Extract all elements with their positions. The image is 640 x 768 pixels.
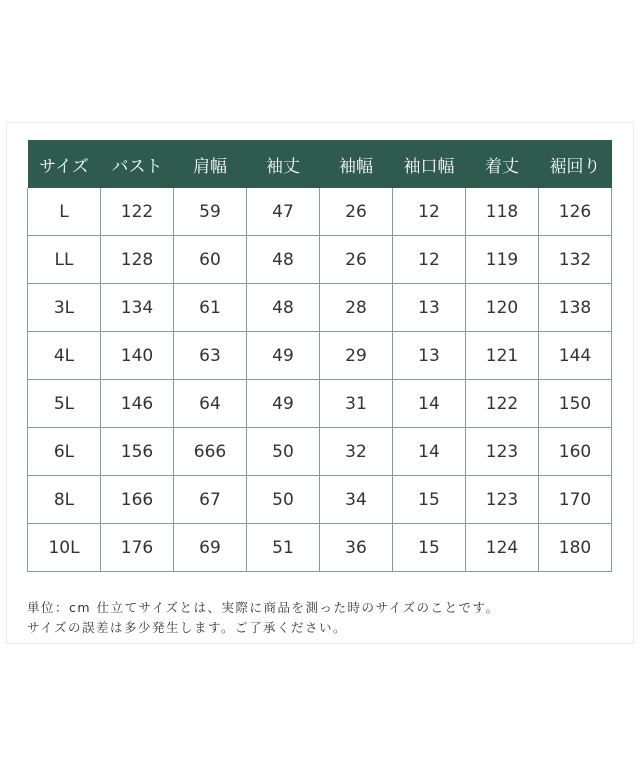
cell-sleeve-width: 31 (320, 380, 393, 428)
cell-size: 8L (28, 476, 101, 524)
cell-sleeve-length: 49 (247, 380, 320, 428)
cell-hem-circumference: 144 (539, 332, 612, 380)
cell-size: 5L (28, 380, 101, 428)
table-row (28, 476, 612, 524)
cell-shoulder-width: 666 (174, 428, 247, 476)
table-row (28, 332, 612, 380)
cell-sleeve-length: 47 (247, 188, 320, 236)
header-sleeve-width: 袖幅 (320, 140, 393, 188)
notes (27, 598, 500, 638)
table-row (28, 284, 612, 332)
cell-size: L (28, 188, 101, 236)
cell-cuff-width: 12 (393, 188, 466, 236)
header-garment-length: 着丈 (466, 140, 539, 188)
cell-sleeve-width: 26 (320, 188, 393, 236)
header-row (28, 140, 612, 188)
cell-garment-length: 122 (466, 380, 539, 428)
cell-bust: 140 (101, 332, 174, 380)
table-row (28, 428, 612, 476)
cell-size: 10L (28, 524, 101, 572)
cell-cuff-width: 12 (393, 236, 466, 284)
cell-shoulder-width: 60 (174, 236, 247, 284)
cell-cuff-width: 13 (393, 284, 466, 332)
cell-bust: 166 (101, 476, 174, 524)
note-tolerance-line: サイズの誤差は多少発生します。ご了承ください。 (27, 620, 348, 635)
cell-sleeve-width: 26 (320, 236, 393, 284)
cell-cuff-width: 13 (393, 332, 466, 380)
table-row (28, 380, 612, 428)
cell-sleeve-width: 32 (320, 428, 393, 476)
header-cuff-width: 袖口幅 (393, 140, 466, 188)
cell-garment-length: 124 (466, 524, 539, 572)
header-size: サイズ (28, 140, 101, 188)
note-unit-line: 単位：cm 仕立てサイズとは、実際に商品を測った時のサイズのことです。 (27, 600, 500, 615)
cell-hem-circumference: 132 (539, 236, 612, 284)
header-hem-circumference: 裾回り (539, 140, 612, 188)
header-shoulder-width: 肩幅 (174, 140, 247, 188)
cell-size: 3L (28, 284, 101, 332)
cell-garment-length: 121 (466, 332, 539, 380)
cell-cuff-width: 15 (393, 524, 466, 572)
cell-bust: 122 (101, 188, 174, 236)
cell-shoulder-width: 61 (174, 284, 247, 332)
table-row (28, 236, 612, 284)
cell-sleeve-length: 48 (247, 236, 320, 284)
cell-garment-length: 118 (466, 188, 539, 236)
cell-sleeve-length: 50 (247, 428, 320, 476)
cell-shoulder-width: 63 (174, 332, 247, 380)
header-sleeve-length: 袖丈 (247, 140, 320, 188)
cell-garment-length: 123 (466, 476, 539, 524)
table-header (28, 140, 612, 188)
cell-size: LL (28, 236, 101, 284)
cell-bust: 176 (101, 524, 174, 572)
cell-size: 6L (28, 428, 101, 476)
cell-shoulder-width: 64 (174, 380, 247, 428)
table-row (28, 188, 612, 236)
cell-garment-length: 120 (466, 284, 539, 332)
cell-sleeve-length: 50 (247, 476, 320, 524)
cell-sleeve-width: 29 (320, 332, 393, 380)
cell-garment-length: 123 (466, 428, 539, 476)
cell-hem-circumference: 150 (539, 380, 612, 428)
cell-hem-circumference: 160 (539, 428, 612, 476)
cell-hem-circumference: 170 (539, 476, 612, 524)
cell-cuff-width: 14 (393, 428, 466, 476)
cell-hem-circumference: 138 (539, 284, 612, 332)
cell-shoulder-width: 69 (174, 524, 247, 572)
cell-sleeve-width: 28 (320, 284, 393, 332)
cell-sleeve-length: 48 (247, 284, 320, 332)
cell-bust: 128 (101, 236, 174, 284)
table-body (28, 188, 612, 572)
cell-garment-length: 119 (466, 236, 539, 284)
cell-sleeve-width: 34 (320, 476, 393, 524)
table-row (28, 524, 612, 572)
cell-bust: 156 (101, 428, 174, 476)
cell-hem-circumference: 126 (539, 188, 612, 236)
cell-size: 4L (28, 332, 101, 380)
cell-bust: 134 (101, 284, 174, 332)
cell-cuff-width: 14 (393, 380, 466, 428)
cell-sleeve-width: 36 (320, 524, 393, 572)
cell-shoulder-width: 67 (174, 476, 247, 524)
header-bust: バスト (101, 140, 174, 188)
cell-bust: 146 (101, 380, 174, 428)
size-table (27, 140, 612, 572)
cell-sleeve-length: 51 (247, 524, 320, 572)
cell-sleeve-length: 49 (247, 332, 320, 380)
cell-shoulder-width: 59 (174, 188, 247, 236)
cell-hem-circumference: 180 (539, 524, 612, 572)
cell-cuff-width: 15 (393, 476, 466, 524)
